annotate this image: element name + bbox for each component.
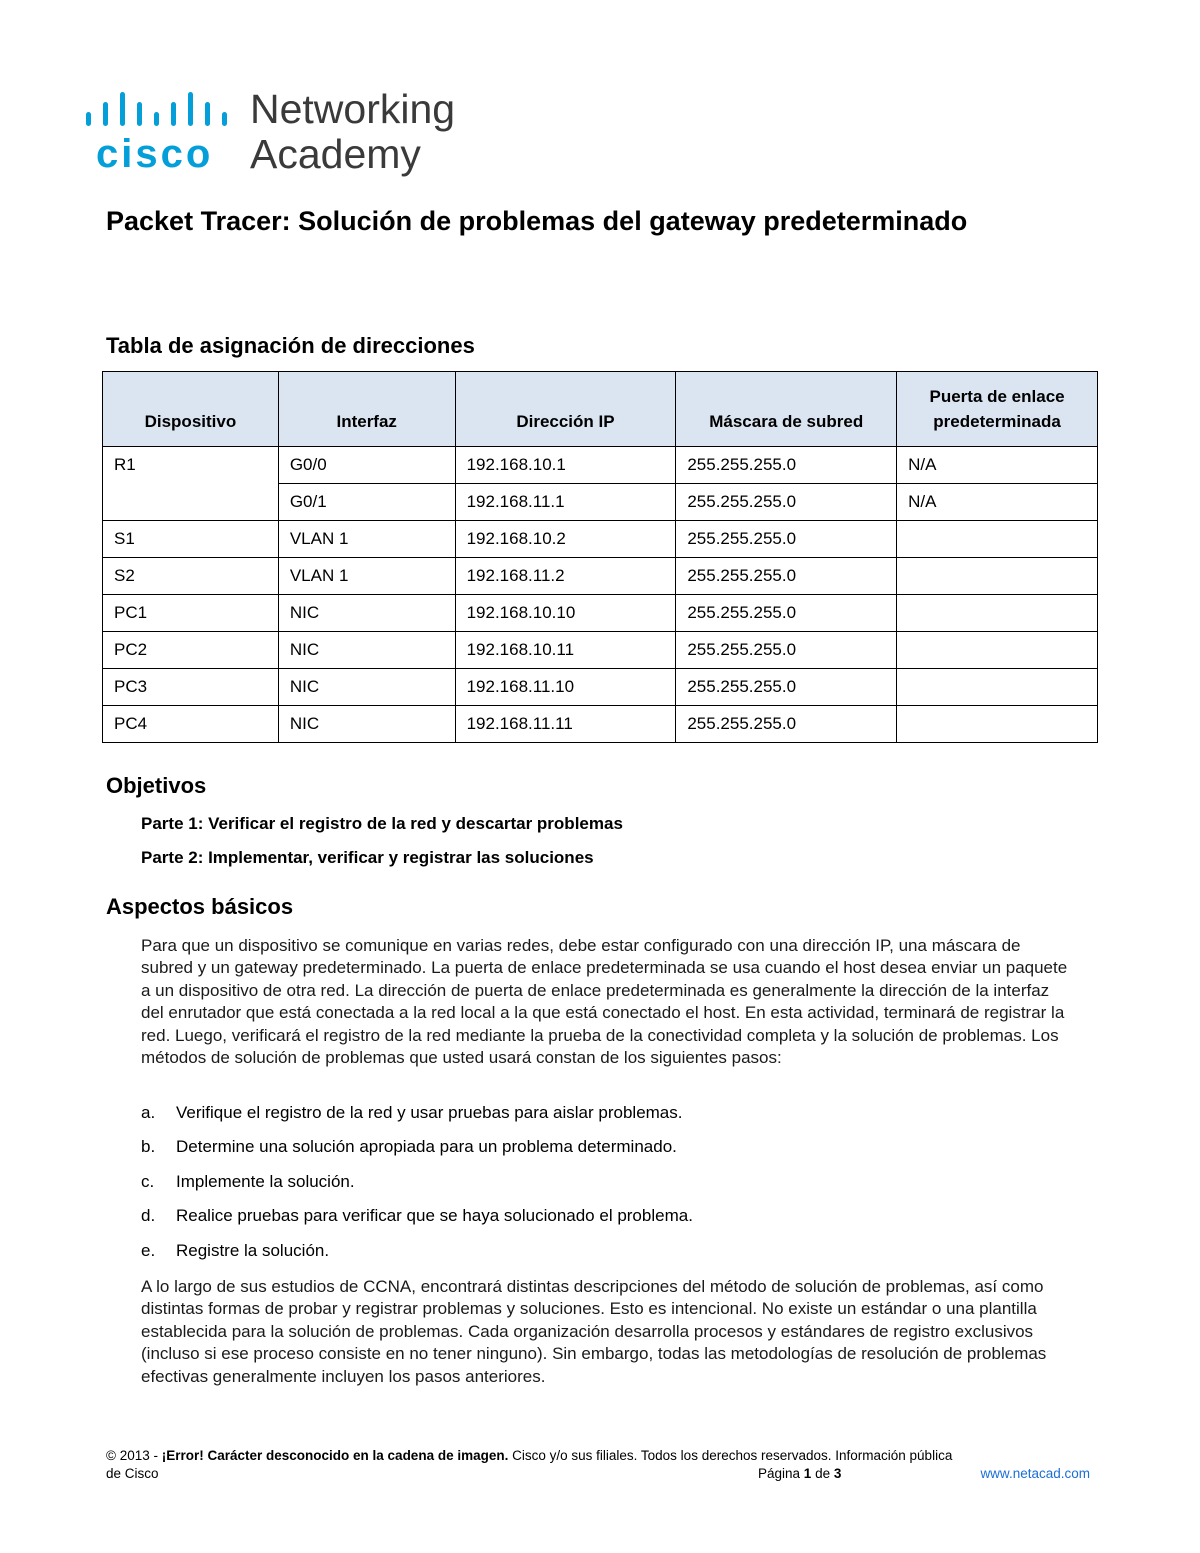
table-cell [897, 632, 1098, 669]
table-cell: 192.168.11.2 [455, 558, 676, 595]
table-cell: 192.168.10.1 [455, 447, 676, 484]
table-cell [897, 669, 1098, 706]
table-row [103, 558, 1098, 595]
list-item-text: Registre la solución. [176, 1240, 330, 1260]
list-item [141, 1206, 1071, 1240]
list-item-letter: d. [141, 1206, 156, 1226]
table-cell: PC1 [103, 595, 279, 632]
page-title: Packet Tracer: Solución de problemas del gateway predeterminado [106, 206, 968, 236]
table-cell: 192.168.10.11 [455, 632, 676, 669]
page-total: 3 [833, 1466, 842, 1481]
table-cell: 192.168.11.1 [455, 484, 676, 521]
table-row [103, 669, 1098, 706]
footer-copyright-line [106, 1447, 1096, 1465]
table-row [103, 521, 1098, 558]
list-item [141, 1172, 1071, 1206]
footer-owner: de Cisco [106, 1466, 159, 1481]
table-cell [897, 706, 1098, 743]
list-item [141, 1103, 1071, 1137]
table-cell: S2 [103, 558, 279, 595]
background-heading: Aspectos básicos [106, 894, 294, 919]
page-current: 1 [803, 1466, 812, 1481]
table-cell: 255.255.255.0 [676, 595, 897, 632]
page-separator: de [811, 1466, 834, 1481]
table-cell [897, 521, 1098, 558]
column-header-interface: Interfaz [278, 372, 455, 447]
column-header-ip-address: Dirección IP [455, 372, 676, 447]
objective-part-1: Parte 1: Verificar el registro de la red y descartar problemas [141, 814, 623, 833]
table-cell: G0/1 [278, 484, 455, 521]
background-paragraph-2: A lo largo de sus estudios de CCNA, encontrará distintas descripciones del método de solución de problemas, así como distintas formas de probar y registrar problemas y soluciones. Esto es intencional. No existe un estándar o una plantilla establecida para la solución de problemas. Cada organización desarrolla procesos y estándares de registro exclusivos (incluso si ese proceso consiste en no tener ninguno). Sin embargo, todas las metodologías de resolución de problemas efectivas generalmente incluyen los pasos anteriores. [141, 1277, 1047, 1386]
column-header-subnet-mask: Máscara de subred [676, 372, 897, 447]
footer-rights: Cisco y/o sus filiales. Todos los derechos reservados. Información pública [508, 1448, 953, 1463]
table-cell: 255.255.255.0 [676, 447, 897, 484]
footer-second-line [106, 1465, 1096, 1483]
table-cell: 192.168.10.10 [455, 595, 676, 632]
column-header-device: Dispositivo [103, 372, 279, 447]
cisco-bridge-icon [84, 88, 234, 132]
background-paragraph-1: Para que un dispositivo se comunique en varias redes, debe estar configurado con una dirección IP, una máscara de subred y un gateway predeterminado. La puerta de enlace predeterminada se usa cuando el host desea enviar un paquete a un dispositivo de otra red. La dirección de puerta de enlace predeterminada es generalmente la dirección de la interfaz del enrutador que está conectada a la red local a la que está conectado el host. En esta actividad, terminará de registrar la red. Luego, verificará el registro de la red mediante la prueba de la conectividad completa y la solución de problemas. Los métodos de solución de problemas que usted usará constan de los siguientes pasos: [141, 936, 1068, 1068]
table-cell: 255.255.255.0 [676, 484, 897, 521]
table-cell: 192.168.10.2 [455, 521, 676, 558]
table-cell: NIC [278, 632, 455, 669]
addressing-table-heading: Tabla de asignación de direcciones [106, 333, 475, 358]
table-cell: 255.255.255.0 [676, 706, 897, 743]
table-row [103, 706, 1098, 743]
list-item-text: Realice pruebas para verificar que se haya solucionado el problema. [176, 1206, 693, 1226]
objectives-heading: Objetivos [106, 773, 207, 798]
logo-text-networking: Networking [250, 86, 456, 132]
footer-copyright: © 2013 - [106, 1448, 162, 1463]
page-number [758, 1465, 841, 1483]
table-cell: G0/0 [278, 447, 455, 484]
list-item [141, 1241, 1071, 1275]
troubleshooting-steps-list [141, 1103, 1071, 1275]
list-item-text: Verifique el registro de la red y usar pruebas para aislar problemas. [176, 1103, 683, 1122]
list-item-letter: e. [141, 1240, 156, 1260]
list-item-letter: a. [141, 1103, 156, 1122]
table-cell: NIC [278, 706, 455, 743]
netacad-link[interactable]: www.netacad.com [980, 1466, 1090, 1481]
table-cell: VLAN 1 [278, 558, 455, 595]
table-row [103, 595, 1098, 632]
list-item-letter: c. [141, 1171, 155, 1191]
page-footer [106, 1447, 1096, 1483]
page-prefix: Página [758, 1466, 804, 1481]
addressing-table [102, 371, 1098, 743]
table-cell: 255.255.255.0 [676, 632, 897, 669]
table-cell: R1 [103, 447, 279, 521]
table-cell: N/A [897, 447, 1098, 484]
list-item-text: Implemente la solución. [176, 1171, 355, 1191]
table-cell: PC2 [103, 632, 279, 669]
table-cell: PC3 [103, 669, 279, 706]
logo-brand-name: cisco [96, 132, 214, 176]
table-cell: 255.255.255.0 [676, 521, 897, 558]
table-cell: NIC [278, 669, 455, 706]
table-cell: 255.255.255.0 [676, 669, 897, 706]
table-cell: 192.168.11.10 [455, 669, 676, 706]
table-cell: VLAN 1 [278, 521, 455, 558]
table-cell: N/A [897, 484, 1098, 521]
table-row [103, 632, 1098, 669]
table-cell: 192.168.11.11 [455, 706, 676, 743]
table-cell: S1 [103, 521, 279, 558]
list-item [141, 1137, 1071, 1171]
table-cell [897, 595, 1098, 632]
table-row [103, 447, 1098, 484]
list-item-letter: b. [141, 1137, 156, 1157]
objective-part-2: Parte 2: Implementar, verificar y registrar las soluciones [141, 848, 594, 867]
footer-error-text: ¡Error! Carácter desconocido en la cadena de imagen. [161, 1448, 509, 1463]
cisco-networking-academy-logo [84, 84, 504, 176]
logo-text-academy: Academy [250, 131, 421, 177]
table-cell: 255.255.255.0 [676, 558, 897, 595]
table-header-row [103, 372, 1098, 447]
table-cell [897, 558, 1098, 595]
column-header-default-gateway: Puerta de enlace predeterminada [897, 372, 1098, 447]
list-item-text: Determine una solución apropiada para un problema determinado. [176, 1137, 677, 1157]
table-cell: PC4 [103, 706, 279, 743]
table-cell: NIC [278, 595, 455, 632]
